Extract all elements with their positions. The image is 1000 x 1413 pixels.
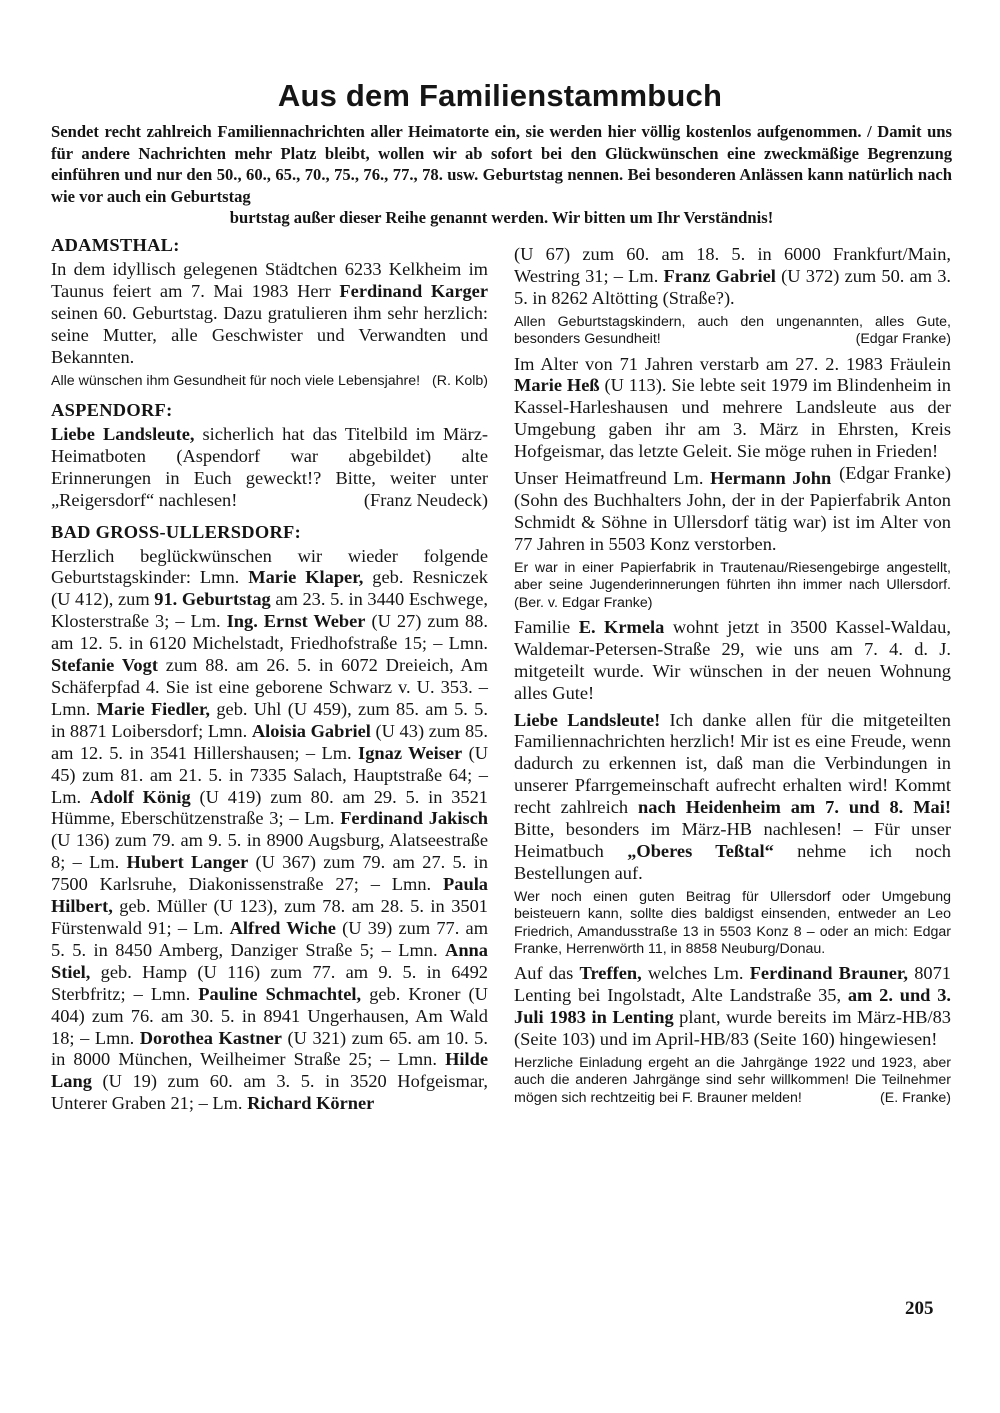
birthday-name: Dorothea Kastner: [139, 1027, 282, 1048]
meeting-paragraph: [514, 963, 951, 1051]
address-text: wohnt jetzt in 3500 Kassel-Waldau, Waldemar-Petersen-Straße 29, wie uns am 7. 4. d. J. mitgeteilt wurde. Wir wünschen in der neuen Wohnung alles Gute!: [514, 616, 951, 703]
adamsthal-wishes: [51, 373, 488, 390]
greeting-paragraph: [514, 710, 951, 885]
address-change-krmela: [514, 617, 951, 705]
birthday-wishes: [514, 314, 951, 349]
birthday-name: Anna Stiel,: [51, 939, 488, 982]
birthday-text: (U 67) zum 60. am 18. 5. in 6000 Frankfurt/Main, Westring 31; – Lm.: [514, 244, 951, 286]
birthday-text: (U 19) zum 60. am 3. 5. in 3520 Hofgeismar, Unterer Graben 21; – Lm.: [51, 1071, 488, 1114]
adamsthal-signature: (R. Kolb): [432, 372, 488, 389]
greeting-text: Ich danke allen für die mitgeteilten Familiennachrichten herzlich! Mir ist es eine Freude, wenn dadurch zu erkennen ist, daß man die Verbindungen in unserer Pfarrgemeinschaft aufrecht erhalten wird! Kommt recht zahlreich: [514, 709, 951, 818]
birthday-name: Richard Körner: [247, 1093, 375, 1114]
meeting-text: welches Lm.: [647, 963, 744, 984]
birthday-name: Paula Hilbert,: [51, 874, 488, 917]
aspendorf-text: sicherlich hat das Titelbild im März-Heimatboten (Aspendorf war abgebildet) alte Erinnerungen in Euch geweckt!? Bitte, weiter unter „Reigersdorf“ nachlesen!: [51, 423, 488, 510]
birthday-name: Hilde Lang: [51, 1049, 488, 1092]
birthday-text: geb. Kroner (U 404) zum 76. am 30. 5. in 8941 Ungerhausen, Am Wald 18; – Lmn.: [51, 983, 488, 1048]
birthday-name: Ing. Ernst Weber: [226, 611, 366, 632]
ullersdorf-birthdays: [51, 546, 488, 1116]
aspendorf-paragraph: [51, 424, 488, 512]
birthday-text: (U 419) zum 80. am 29. 5. in 3521 Hümme, Eberschützenstraße 3; – Lm.: [51, 786, 488, 829]
birthday-name: Ignaz Weiser: [358, 742, 463, 763]
birthday-wishes-signature: (Edgar Franke): [855, 331, 951, 348]
left-column: [51, 234, 488, 1120]
birthday-name: 91. Geburtstag: [154, 589, 271, 610]
ullersdorf-birthdays-continued: [514, 244, 951, 310]
greeting-lead: Liebe Landsleute!: [514, 709, 661, 730]
birthday-text: (U 367) zum 79. am 27. 5. in 7500 Karlsruhe, Diakonissenstraße 27; – Lmn.: [51, 852, 488, 895]
birthday-name: Stefanie Vogt: [51, 655, 158, 676]
aspendorf-signature: (Franz Neudeck): [363, 489, 488, 510]
birthday-name: Hubert Langer: [126, 852, 249, 873]
obituary-text: (Sohn des Buchhalters John, der in der Papierfabrik Anton Schmidt & Söhne in Ullersdorf tätig war) ist im Alter von 77 Jahren in 5503 Konz verstorben.: [514, 489, 951, 554]
intro-line-last: burtstag außer dieser Reihe genannt werden. Wir bitten um Ihr Verständnis!: [229, 208, 774, 227]
greeting-text: nehme ich noch Bestellungen auf.: [514, 840, 951, 883]
birthday-text: (U 372) zum 50. am 3. 5. in 8262 Altötting (Straße?).: [514, 265, 952, 308]
birthday-wishes-text: Allen Geburtstagskindern, auch den ungenannten, alles Gute, besonders Gesundheit!: [514, 313, 951, 348]
meeting-invitation-text: Herzliche Einladung ergeht an die Jahrgänge 1922 und 1923, aber auch die anderen Jahrgänge sind sehr willkommen! Die Teilnehmer mögen sich rechtzeitig bei F. Brauner melden!: [514, 1055, 951, 1106]
address-text: Familie: [514, 616, 571, 637]
birthday-name: Pauline Schmachtel,: [198, 983, 362, 1004]
adamsthal-text: In dem idyllisch gelegenen Städtchen 6233 Kelkheim im Taunus feiert am 7. Mai 1983 Herr: [51, 259, 488, 301]
section-heading-aspendorf: ASPENDORF:: [51, 399, 173, 420]
birthday-name: Adolf König: [89, 786, 191, 807]
section-heading-adamsthal: ADAMSTHAL:: [51, 235, 180, 255]
right-column: [514, 244, 951, 1112]
birthday-text: (U 27) zum 88. am 12. 5. in 6120 Michelstadt, Friedhofstraße 15; – Lmn.: [51, 611, 488, 654]
intro-line-main: Sendet recht zahlreich Familiennachrichten aller Heimatorte ein, sie werden hier völlig kostenlos aufgenommen. / Damit uns für andere Nachrichten mehr Platz bleibt, wollen wir ab sofort bei den Glückwünschen eine zweckmäßige Begrenzung einführen und nur den 50., 60., 65., 70., 75., 76., 77., 78. usw. Geburtstag nennen. Bei besonderen Anlässen kann natürlich nach wie vor auch ein Geburtstag: [51, 122, 952, 206]
birthday-text: Herzlich beglückwünschen wir wieder folgende Geburtstagskinder: Lmn.: [51, 545, 488, 588]
contribution-note: Wer noch einen guten Beitrag für Ullersdorf oder Umgebung beisteuern kann, sollte dies baldigst einsenden, entweder an Leo Friedrich, Amandusstraße 13 in 5503 Konz 8 – oder an mich: Edgar Franke, Herrenwörth 11, in 8858 Neuburg/Donau.: [514, 888, 951, 957]
birthday-text: zum 88. am 26. 5. in 6072 Dreieich, Am Schäferpfad 4. Sie ist eine geborene Schwarz v. U. 353. – Lmn.: [51, 655, 488, 719]
birthday-text: (U 43) zum 85. am 12. 5. in 3541 Hillershausen; – Lm.: [51, 720, 488, 763]
adamsthal-wishes-text: Alle wünschen ihm Gesundheit für noch viele Lebensjahre!: [51, 372, 421, 389]
meeting-highlight: Treffen,: [579, 963, 642, 984]
birthday-text: geb. Resniczek (U 412), zum: [51, 567, 488, 610]
meeting-text: plant, wurde bereits im März-HB/83 (Seite 103) und im April-HB/83 (Seite 160) hingewiesen!: [514, 1007, 951, 1050]
meeting-text: 8071 Lenting bei Ingolstadt, Alte Landstraße 35,: [514, 963, 951, 1006]
birthday-name: Franz Gabriel: [663, 265, 776, 286]
adamsthal-text-2: seinen 60. Geburtstag. Dazu gratulieren ihm sehr herzlich: seine Mutter, alle Geschwister und Verwandten und Bekannten.: [51, 302, 488, 367]
meeting-date: am 2. und 3. Juli 1983 in Lenting: [514, 985, 951, 1028]
birthday-text: (U 39) zum 77. am 5. 5. in 8450 Amberg, Danziger Straße 5; – Lmn.: [51, 917, 489, 960]
meeting-organizer: Ferdinand Brauner,: [749, 963, 908, 984]
birthday-name: Alfred Wiche: [229, 917, 336, 938]
adamsthal-paragraph: [51, 259, 488, 369]
obituary-text: Im Alter von 71 Jahren verstarb am 27. 2. 1983 Fräulein: [514, 353, 951, 374]
greeting-text: Bitte, besonders im März-HB nachlesen! – Für unser Heimatbuch: [514, 819, 951, 861]
obituary-john-note: Er war in einer Papierfabrik in Trautenau/Riesengebirge angestellt, aber seine Jugenderinnerungen führten ihn immer nach Ullersdorf. (Ber. v. Edgar Franke): [514, 559, 951, 611]
obituary-text: (U 113). Sie lebte seit 1979 im Blindenheim in Kassel-Harleshausen und mehrere Landsleute aus der Umgebung gaben ihr am 3. März in Ehrsten, Kreis Hofgeismar, das letzte Geleit. Sie möge ruhen in Frieden!: [514, 375, 951, 462]
obituary-name: Hermann John: [710, 468, 832, 489]
meeting-text: Auf das: [514, 963, 574, 984]
obituary-name: Marie Heß: [514, 375, 600, 396]
meeting-signature: (E. Franke): [880, 1089, 951, 1106]
section-heading-ullersdorf: BAD GROSS-ULLERSDORF:: [51, 521, 302, 542]
birthday-text: geb. Hamp (U 116) zum 77. am 9. 5. in 6492 Sterbfritz; – Lmn.: [51, 961, 488, 1004]
intro-text: [51, 121, 952, 229]
birthday-name: Ferdinand Jakisch: [340, 808, 488, 829]
birthday-name: Marie Fiedler,: [96, 698, 211, 719]
aspendorf-lead: Liebe Landsleute,: [51, 423, 195, 444]
page-number: 205: [905, 1298, 934, 1319]
address-name: E. Krmela: [578, 616, 665, 637]
book-title: „Oberes Teßtal“: [627, 840, 774, 861]
obituary-text: Unser Heimatfreund Lm.: [514, 468, 704, 489]
obituary-signature: (Edgar Franke): [839, 463, 951, 484]
birthday-name: Aloisia Gabriel: [251, 720, 371, 741]
page-title: Aus dem Familienstammbuch: [277, 78, 723, 113]
birthday-text: (U 45) zum 81. am 21. 5. in 7335 Salach, Hauptstraße 64; – Lm.: [51, 742, 488, 807]
birthday-text: am 23. 5. in 3440 Eschwege, Klosterstraße 3; – Lm.: [51, 589, 488, 632]
birthday-text: geb. Uhl (U 459), zum 85. am 5. 5. in 8871 Loibersdorf; Lmn.: [51, 698, 488, 741]
birthday-text: (U 136) zum 79. am 9. 5. in 8900 Augsburg, Alatseestraße 8; – Lm.: [51, 830, 488, 873]
meeting-invitation: [514, 1055, 951, 1107]
adamsthal-name: Ferdinand Karger: [339, 280, 489, 301]
birthday-name: Marie Klaper,: [248, 567, 364, 588]
birthday-text: (U 321) zum 65. am 10. 5. in 8000 München, Weilheimer Straße 25; – Lmn.: [51, 1027, 488, 1070]
birthday-text: geb. Müller (U 123), zum 78. am 28. 5. in 3501 Fürstenwald 91; – Lm.: [51, 896, 488, 938]
greeting-highlight: nach Heidenheim am 7. und 8. Mai!: [638, 797, 951, 818]
